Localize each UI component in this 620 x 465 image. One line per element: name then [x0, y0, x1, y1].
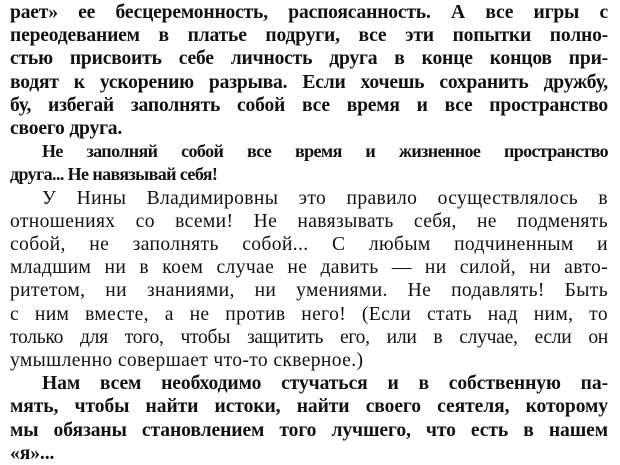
- paragraph-3: [10, 187, 608, 373]
- text-line: только для того, чтобы защитить его, или в случае, если он: [10, 326, 608, 348]
- text-line: «я»...: [10, 442, 55, 464]
- text-line: бу, избегай заполнять собой все время и все пространство: [10, 94, 608, 116]
- text-line: Нам всем необходимо стучаться и в собственную па-: [42, 373, 608, 395]
- text-line: младшим ни в коем случае не давить — ни силой, ни авто-: [10, 257, 608, 279]
- text-line: собой, не заполнять собой... С любым подчиненным и: [10, 234, 608, 256]
- text-line: рает» ее бесцеремонность, распоясанность. А все игры с: [10, 2, 608, 23]
- text-line: мы обязаны становлением того лучшего, что есть в нашем: [10, 419, 608, 441]
- text-line: друга... Не навязывай себя!: [10, 164, 218, 185]
- text-line: мять, чтобы найти истоки, найти своего сеятеля, которому: [10, 396, 608, 418]
- text-line: У Нины Владимировны это правило осуществлялось в: [42, 187, 608, 209]
- paragraph-4: [10, 372, 608, 465]
- text-line: отношениях со всеми! Не навязывать себя, не подменять: [10, 210, 608, 232]
- text-line: водят к ускорению разрыва. Если хочешь сохранить дружбу,: [10, 71, 608, 93]
- text-line: умышленно совершает что-то скверное.): [10, 350, 364, 372]
- text-line: с ним вместе, а не против него! (Если стать над ним, то: [10, 303, 608, 325]
- text-line: своего друга.: [10, 118, 123, 140]
- paragraph-2-maxim: [10, 140, 608, 186]
- text-line: переодеванием в платье подруги, все эти попытки полно-: [10, 25, 608, 47]
- text-line: стью присвоить себе личность друга в конце концов при-: [10, 48, 608, 70]
- paragraph-1: [10, 1, 608, 140]
- text-line: ритетом, ни знаниями, ни умениями. Не подавлять! Быть: [10, 280, 608, 302]
- text-line: Не заполняй собой все время и жизненное пространство: [42, 141, 608, 162]
